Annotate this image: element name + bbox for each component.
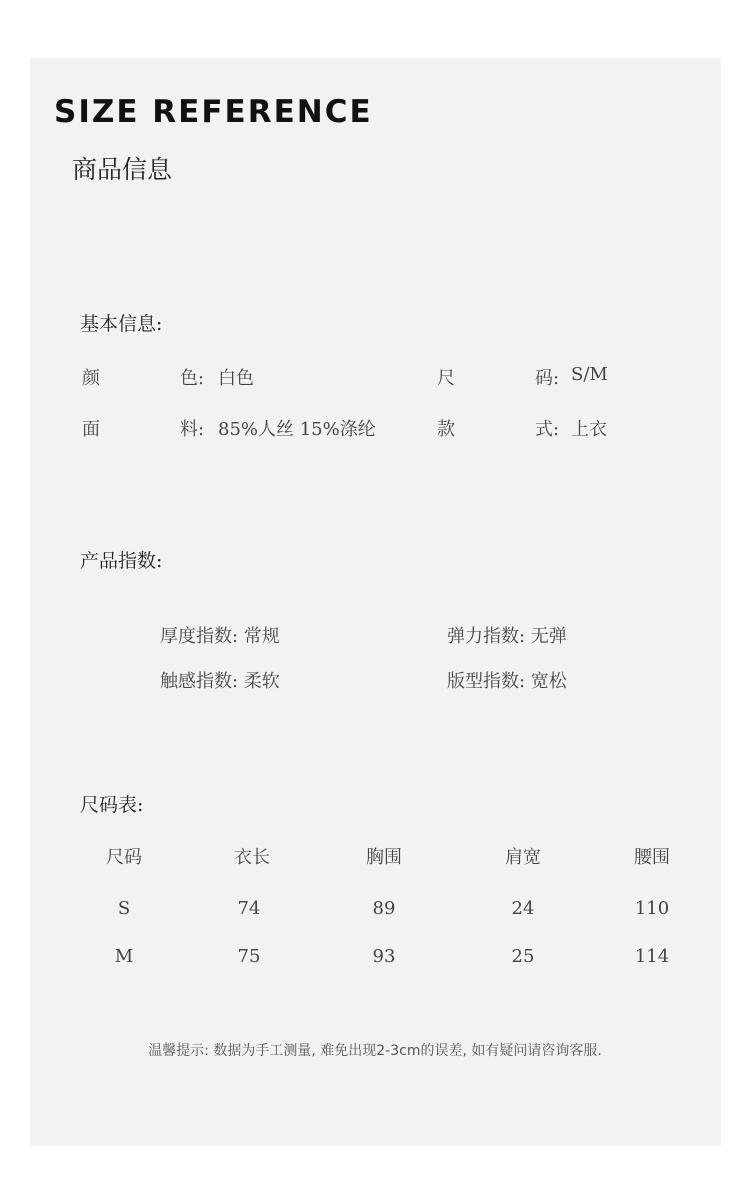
fabric-label-first: 面 bbox=[82, 419, 100, 440]
header-size: 尺码 bbox=[106, 847, 142, 868]
page-title: SIZE REFERENCE bbox=[54, 94, 373, 130]
table-cell: S bbox=[117, 898, 131, 919]
table-cell: 74 bbox=[237, 898, 261, 919]
header-waist: 腰围 bbox=[634, 847, 670, 868]
size-label-first: 尺 bbox=[437, 368, 455, 389]
table-cell: 93 bbox=[372, 946, 396, 967]
thickness-index: 厚度指数: 常规 bbox=[160, 626, 280, 647]
color-value: 白色 bbox=[218, 368, 254, 389]
size-table-heading: 尺码表: bbox=[80, 794, 144, 816]
fabric-label-second: 料: bbox=[180, 419, 205, 440]
table-cell: M bbox=[114, 946, 134, 967]
table-cell: 114 bbox=[634, 946, 670, 967]
fit-index: 版型指数: 宽松 bbox=[447, 671, 567, 692]
style-label-second: 式: bbox=[535, 419, 560, 440]
header-shoulder: 肩宽 bbox=[505, 847, 541, 868]
table-cell: 75 bbox=[237, 946, 261, 967]
touch-index: 触感指数: 柔软 bbox=[160, 671, 280, 692]
table-cell: 110 bbox=[634, 898, 670, 919]
color-label-first: 颜 bbox=[82, 368, 100, 389]
elasticity-index: 弹力指数: 无弹 bbox=[447, 626, 567, 647]
measurement-note: 温馨提示: 数据为手工测量, 难免出现2-3cm的误差, 如有疑问请咨询客服. bbox=[148, 1043, 602, 1059]
table-cell: 25 bbox=[511, 946, 535, 967]
table-cell: 89 bbox=[372, 898, 396, 919]
content-panel bbox=[30, 58, 721, 1146]
style-value: 上衣 bbox=[571, 419, 607, 440]
size-label-second: 码: bbox=[535, 368, 560, 389]
basic-info-heading: 基本信息: bbox=[80, 313, 163, 335]
header-chest: 胸围 bbox=[366, 847, 402, 868]
product-index-heading: 产品指数: bbox=[80, 550, 163, 572]
table-cell: 24 bbox=[511, 898, 535, 919]
style-label-first: 款 bbox=[437, 419, 455, 440]
header-length: 衣长 bbox=[234, 847, 270, 868]
size-value: S/M bbox=[571, 364, 608, 385]
color-label-second: 色: bbox=[180, 368, 205, 389]
page-subtitle: 商品信息 bbox=[72, 155, 173, 184]
fabric-value: 85%人丝 15%涤纶 bbox=[218, 419, 376, 440]
